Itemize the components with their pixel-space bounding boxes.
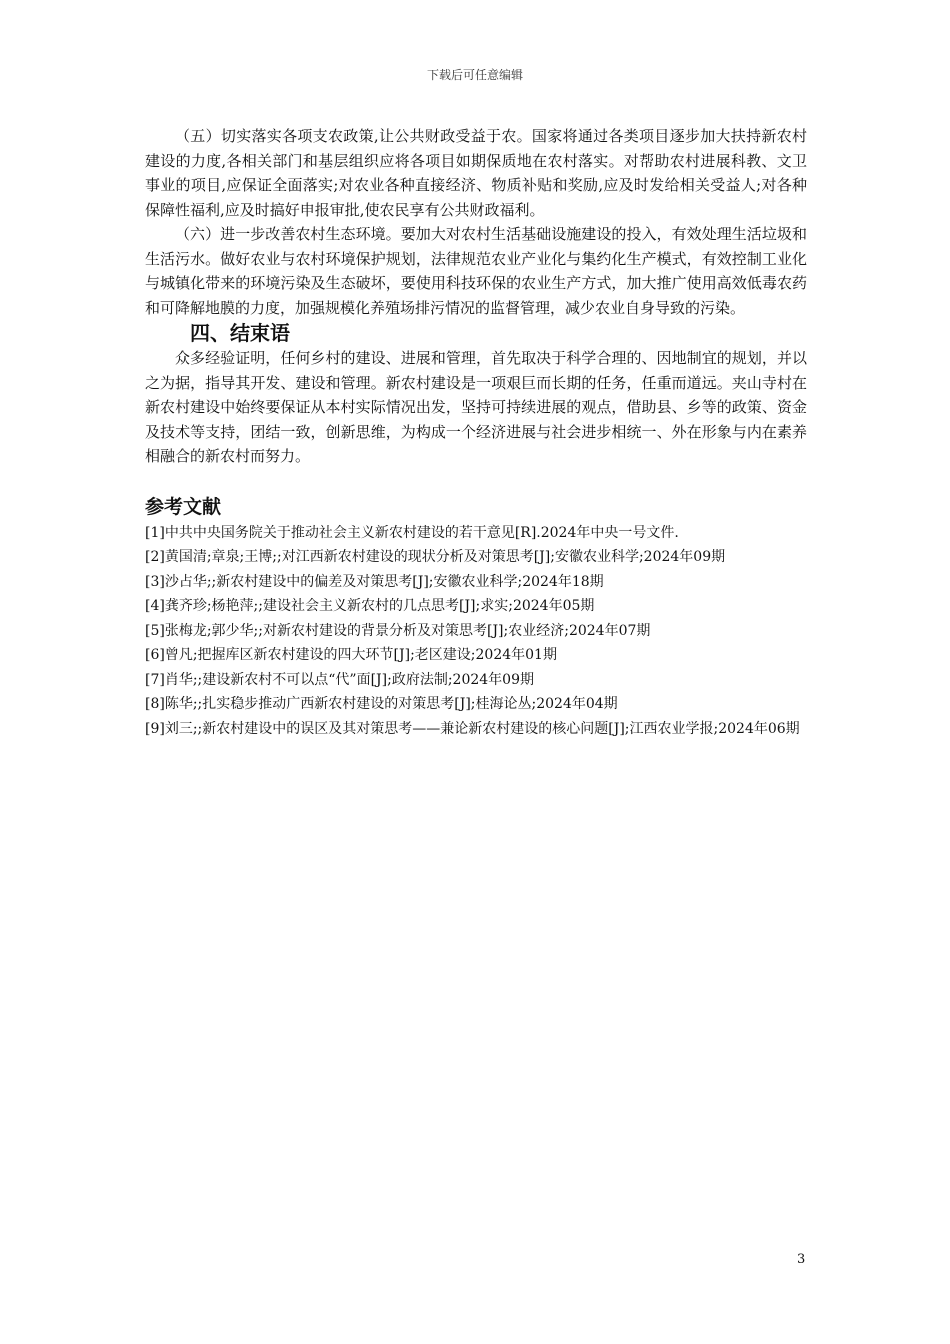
reference-item: [8]陈华;;扎实稳步推动广西新农村建设的对策思考[J];桂海论丛;2024年04期 xyxy=(145,696,618,712)
reference-item: [9]刘三;;新农村建设中的误区及其对策思考——兼论新农村建设的核心问题[J];江西农业学报;2024年06期 xyxy=(145,720,800,737)
reference-item: [5]张梅龙;郭少华;;对新农村建设的背景分析及对策思考[J];农业经济;2024年07期 xyxy=(145,622,651,639)
section-heading-conclusion: 四、结束语 xyxy=(190,321,290,345)
document-body xyxy=(145,124,807,741)
reference-item: [2]黄国清;章泉;王博;;对江西新农村建设的现状分析及对策思考[J];安徽农业科学;2024年09期 xyxy=(145,549,726,565)
reference-item: [7]肖华;;建设新农村不可以点“代”面[J];政府法制;2024年09期 xyxy=(145,671,534,688)
paragraph-conclusion: 众多经验证明，任何乡村的建设、进展和管理，首先取决于科学合理的、因地制宜的规划，并以之为据，指导其开发、建设和管理。新农村建设是一项艰巨而长期的任务，任重而道远。夹山寺村在新农村建设中始终要保证从本村实际情况出发，坚持可持续进展的观点，借助县、乡等的政策、资金及技术等支持，团结一致，创新思维，为构成一个经济进展与社会进步相统一、外在形象与内在素养相融合的新农村而努力。 xyxy=(145,349,807,465)
reference-item: [6]曾凡;把握库区新农村建设的四大环节[J];老区建设;2024年01期 xyxy=(145,647,557,663)
reference-item: [3]沙占华;;新农村建设中的偏差及对策思考[J];安徽农业科学;2024年18期 xyxy=(145,573,604,590)
references-heading: 参考文献 xyxy=(145,495,222,518)
paragraph-environment: （六）进一步改善农村生态环境。要加大对农村生活基础设施建设的投入，有效处理生活垃圾和生活污水。做好农业与农村环境保护规划，法律规范农业产业化与集约化生产模式，有效控制工业化与城镇化带来的环境污染及生态破坏，要使用科技环保的农业生产方式，加大推广使用高效低毒农药和可降解地膜的力度，加强规模化养殖场排污情况的监督管理，减少农业自身导致的污染。 xyxy=(145,225,807,317)
reference-item: [4]龚齐珍;杨艳萍;;建设社会主义新农村的几点思考[J];求实;2024年05期 xyxy=(145,598,595,614)
page-header: 下载后可任意编辑 xyxy=(426,68,523,82)
references-list xyxy=(145,521,807,742)
page-number: 3 xyxy=(797,1252,806,1267)
paragraph-policy: （五）切实落实各项支农政策,让公共财政受益于农。国家将通过各类项目逐步加大扶持新农村建设的力度,各相关部门和基层组织应将各项目如期保质地在农村落实。对帮助农村进展科教、文卫事业的项目,应保证全面落实;对农业各种直接经济、物质补贴和奖励,应及时发给相关受益人;对各种保障性福利,应及时搞好申报审批,使农民享有公共财政福利。 xyxy=(145,127,807,219)
reference-item: [1]中共中央国务院关于推动社会主义新农村建设的若干意见[R].2024年中央一号文件. xyxy=(145,524,679,541)
